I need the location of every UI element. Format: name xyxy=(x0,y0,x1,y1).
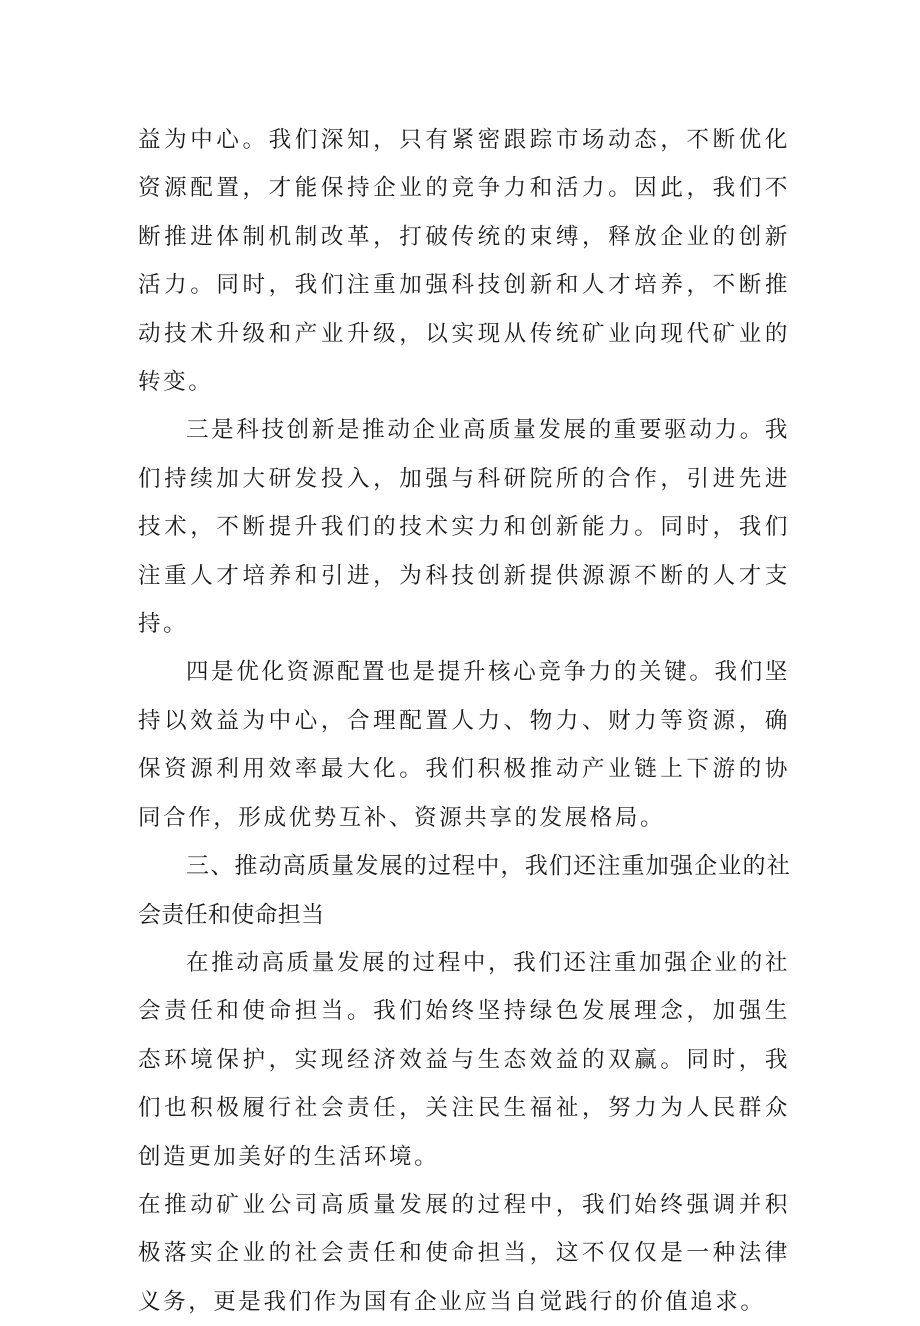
paragraph-mining-company: 在推动矿业公司高质量发展的过程中，我们始终强调并积极落实企业的社会责任和使命担当，这不仅仅是一种法律义务，更是我们作为国有企业应当自觉践行的价值追求。 xyxy=(138,1191,790,1315)
section-heading: 三、推动高质量发展的过程中，我们还注重加强企业的社会责任和使命担当 xyxy=(138,853,790,928)
paragraph-resource-allocation: 四是优化资源配置也是提升核心竞争力的关键。我们坚持以效益为中心，合理配置人力、物力、财力等资源，确保资源利用效率最大化。我们积极推动产业链上下游的协同合作，形成优势互补、资源共享的发展格局。 xyxy=(138,659,790,831)
paragraph-tech-innovation: 三是科技创新是推动企业高质量发展的重要驱动力。我们持续加大研发投入，加强与科研院所的合作，引进先进技术，不断提升我们的技术实力和创新能力。同时，我们注重人才培养和引进，为科技创新提供源源不断的人才支持。 xyxy=(138,417,790,638)
paragraph-continuation: 益为中心。我们深知，只有紧密跟踪市场动态，不断优化资源配置，才能保持企业的竞争力和活力。因此，我们不断推进体制机制改革，打破传统的束缚，释放企业的创新活力。同时，我们注重加强科技创新和人才培养，不断推动技术升级和产业升级，以实现从传统矿业向现代矿业的转变。 xyxy=(138,127,790,396)
paragraph-social-responsibility: 在推动高质量发展的过程中，我们还注重加强企业的社会责任和使命担当。我们始终坚持绿色发展理念，加强生态环境保护，实现经济效益与生态效益的双赢。同时，我们也积极履行社会责任，关注民生福祉，努力为人民群众创造更加美好的生活环境。 xyxy=(138,949,790,1170)
document-body xyxy=(138,116,790,1326)
